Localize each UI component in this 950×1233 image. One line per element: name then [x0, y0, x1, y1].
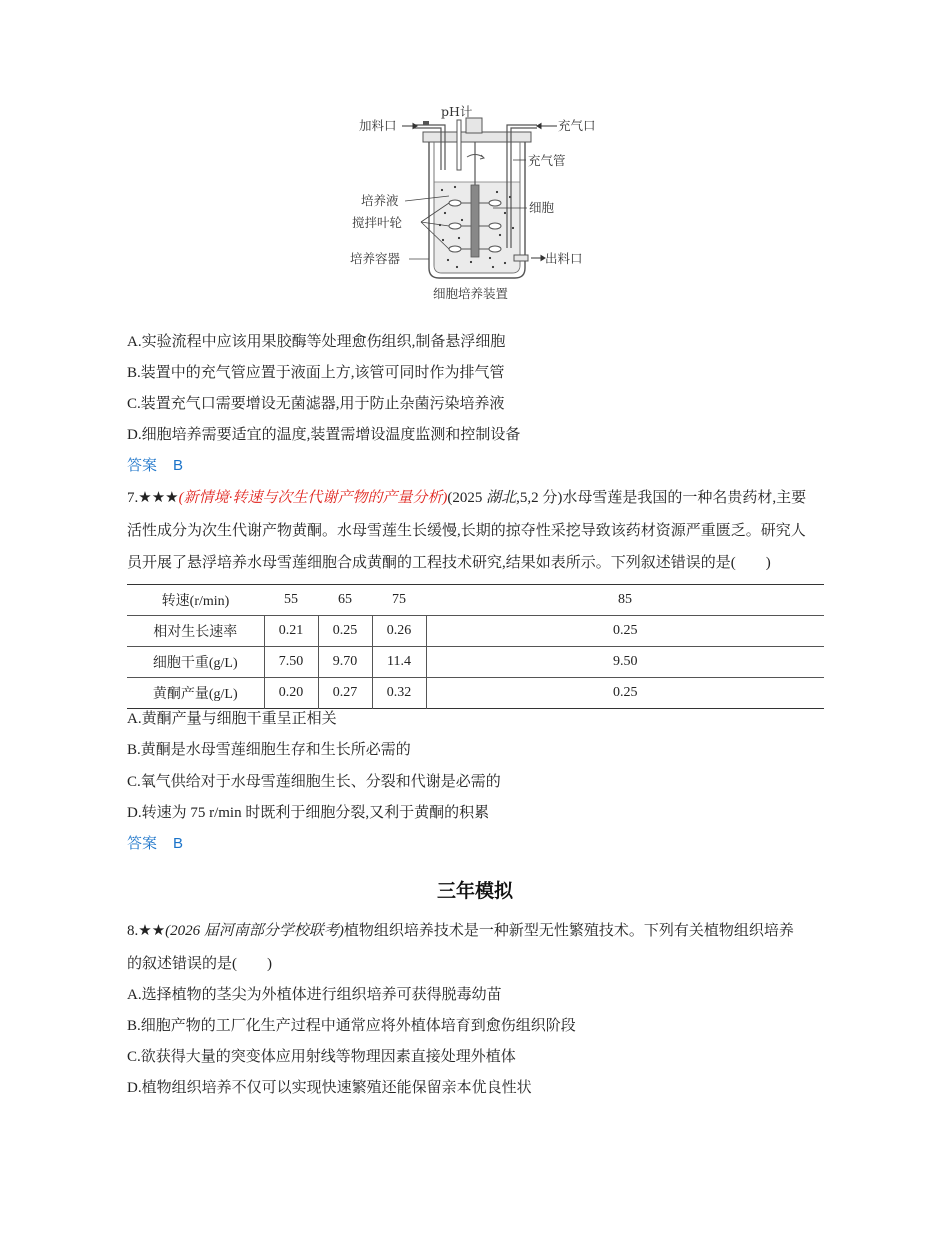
q7-option-c: C.氧气供给对于水母雪莲细胞生长、分裂和代谢是必需的 [127, 774, 501, 790]
q8-stem-line2: 的叙述错误的是( ) [127, 956, 272, 972]
table-cell: 黄酮产量(g/L) [127, 678, 264, 709]
label-feed-port: 加料口 [359, 118, 397, 133]
section-title: 三年模拟 [436, 880, 513, 902]
label-cells: 细胞 [529, 200, 555, 215]
table-cell: 7.50 [264, 647, 318, 678]
q7-stem-line3: 员开展了悬浮培养水母雪莲细胞合成黄酮的工程技术研究,结果如表所示。下列叙述错误的是( ) [127, 555, 771, 571]
q7-prefix: 7.★★★ [127, 490, 179, 506]
table-header-cell: 75 [392, 592, 406, 607]
cell-culture-apparatus-figure [345, 100, 615, 305]
q7-answer-value: B [173, 835, 184, 852]
q6-answer-value: B [173, 457, 184, 474]
q7-stem-line2: 活性成分为次生代谢产物黄酮。水母雪莲生长缓慢,长期的掠夺性采挖导致该药材资源严重匮乏。研究人 [127, 523, 806, 539]
label-outlet: 出料口 [545, 251, 583, 266]
q7-data-table [127, 584, 824, 709]
table-cell: 0.20 [264, 678, 318, 709]
table-cell: 0.25 [426, 678, 824, 709]
table-cell: 11.4 [372, 647, 426, 678]
table-cell: 0.32 [372, 678, 426, 709]
label-air-tube: 充气管 [528, 153, 566, 168]
q7-source-close: ,5,2 分) [516, 490, 563, 506]
table-header-cell: 55 [284, 592, 298, 607]
ph-meter-probe [457, 120, 461, 170]
q6-option-b: B.装置中的充气管应置于液面上方,该管可同时作为排气管 [127, 365, 505, 381]
label-container: 培养容器 [350, 251, 401, 266]
table-row [127, 616, 824, 647]
q8-option-d: D.植物组织培养不仅可以实现快速繁殖还能保留亲本优良性状 [127, 1080, 532, 1096]
stirring-shaft [471, 185, 479, 257]
table-cell: 0.26 [372, 616, 426, 647]
q7-option-a: A.黄酮产量与细胞干重呈正相关 [127, 711, 337, 727]
q7-stem-text1: 水母雪莲是我国的一种名贵药材,主要 [562, 490, 807, 506]
q7-answer-label: 答案 [127, 835, 158, 852]
q7-option-b: B.黄酮是水母雪莲细胞生存和生长所必需的 [127, 742, 411, 758]
q6-option-a: A.实验流程中应该用果胶酶等处理愈伤组织,制备悬浮细胞 [127, 334, 506, 350]
q7-source-region: 湖北 [486, 490, 517, 506]
q6-option-d: D.细胞培养需要适宜的温度,装置需增设温度监测和控制设备 [127, 427, 521, 443]
q7-tag: (新情境·转速与次生代谢产物的产量分析) [178, 490, 448, 506]
table-row [127, 678, 824, 709]
q8-stem-line1 [127, 921, 794, 941]
table-header-row [127, 585, 824, 616]
table-header-cell: 65 [338, 592, 352, 607]
q6-option-c: C.装置充气口需要增设无菌滤器,用于防止杂菌污染培养液 [127, 396, 505, 412]
label-culture-medium: 培养液 [361, 193, 399, 208]
q8-option-a: A.选择植物的茎尖为外植体进行组织培养可获得脱毒幼苗 [127, 987, 502, 1003]
outlet-pipe [514, 255, 528, 261]
label-air-inlet: 充气口 [558, 118, 596, 133]
table-cell: 9.70 [318, 647, 372, 678]
table-cell: 细胞干重(g/L) [127, 647, 264, 678]
q8-option-c: C.欲获得大量的突变体应用射线等物理因素直接处理外植体 [127, 1049, 516, 1065]
q7-answer [127, 834, 183, 854]
table-cell: 0.25 [318, 616, 372, 647]
table-cell: 0.21 [264, 616, 318, 647]
q7-stem-line1 [127, 488, 806, 508]
q7-source-open: (2025 [447, 490, 487, 506]
motor-housing [466, 118, 482, 133]
table-cell: 0.27 [318, 678, 372, 709]
table-cell: 0.25 [426, 616, 824, 647]
q6-answer [127, 456, 183, 476]
q8-source: (2026 届河南部分学校联考) [165, 923, 344, 939]
table-cell: 9.50 [426, 647, 824, 678]
q7-option-d: D.转速为 75 r/min 时既利于细胞分裂,又利于黄酮的积累 [127, 805, 490, 821]
table-header-cell: 85 [618, 592, 632, 607]
label-ph-meter: pH计 [441, 104, 473, 119]
figure-caption: 细胞培养装置 [433, 286, 509, 301]
label-impeller: 搅拌叶轮 [352, 215, 403, 230]
q8-stem-text1: 植物组织培养技术是一种新型无性繁殖技术。下列有关植物组织培养 [343, 923, 794, 939]
q8-prefix: 8.★★ [127, 923, 166, 939]
table-row [127, 647, 824, 678]
table-header-cell: 转速(r/min) [161, 594, 230, 609]
q6-answer-label: 答案 [127, 457, 158, 474]
q8-option-b: B.细胞产物的工厂化生产过程中通常应将外植体培育到愈伤组织阶段 [127, 1018, 576, 1034]
table-cell: 相对生长速率 [127, 616, 264, 647]
